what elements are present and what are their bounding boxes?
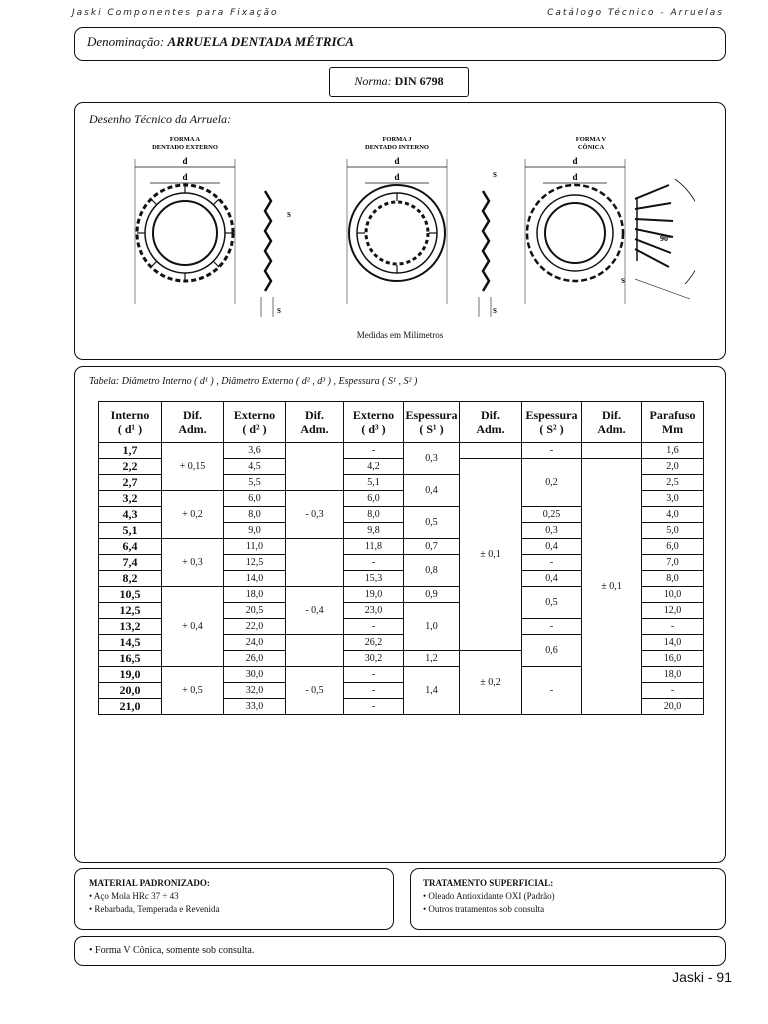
cell-dif2 — [286, 635, 344, 667]
d1-label-j: d — [394, 172, 400, 182]
d1-label-v: d — [572, 172, 578, 182]
cell-parafuso: 2,0 — [642, 459, 704, 475]
cell-externo3: - — [344, 683, 404, 699]
column-header-title: Dif. — [183, 408, 202, 422]
forma-a-label-1: FORMA A — [169, 136, 201, 143]
measure-note: Medidas em Milímetros — [356, 330, 444, 340]
s1-label-j: S — [493, 171, 497, 179]
cell-externo3: 30,2 — [344, 651, 404, 667]
cell-interno: 20,0 — [99, 683, 162, 699]
s2-label-v: S — [621, 277, 625, 285]
column-header-sub: ( d³ ) — [361, 422, 386, 436]
norm-label: Norma: — [354, 74, 392, 88]
s1-label-a2: S — [287, 211, 291, 219]
cell-externo2: 8,0 — [224, 507, 286, 523]
cell-interno: 7,4 — [99, 555, 162, 571]
cell-esp2: - — [522, 667, 582, 715]
cell-externo3: 15,3 — [344, 571, 404, 587]
cell-esp2: 0,5 — [522, 587, 582, 619]
cell-interno: 19,0 — [99, 667, 162, 683]
cell-externo3: 6,0 — [344, 491, 404, 507]
column-header-title: Dif. — [602, 408, 621, 422]
table-caption: Tabela: Diâmetro Interno ( d¹ ) , Diâmetro Externo ( d² , d³ ) , Espessura ( S¹ , S² ) — [89, 376, 418, 387]
norm-value: DIN 6798 — [394, 74, 444, 88]
forma-v-label-2: CÔNICA — [577, 144, 605, 151]
cell-interno: 10,5 — [99, 587, 162, 603]
denomination-box — [74, 27, 726, 61]
cell-esp2: 0,4 — [522, 539, 582, 555]
cell-interno: 2,7 — [99, 475, 162, 491]
cell-esp1: 0,8 — [404, 555, 460, 587]
cell-dif1: + 0,3 — [162, 539, 224, 587]
cell-externo2: 12,5 — [224, 555, 286, 571]
cell-externo2: 22,0 — [224, 619, 286, 635]
cell-parafuso: 4,0 — [642, 507, 704, 523]
cell-dif1: + 0,5 — [162, 667, 224, 715]
cell-externo2: 20,5 — [224, 603, 286, 619]
cell-parafuso: 8,0 — [642, 571, 704, 587]
cell-esp2: 0,4 — [522, 571, 582, 587]
cell-dif2: - 0,4 — [286, 587, 344, 635]
column-header — [582, 402, 642, 443]
d1-label-a: d — [182, 172, 188, 182]
dimension-table — [98, 401, 704, 715]
cell-esp1: 0,7 — [404, 539, 460, 555]
cell-dif1: + 0,4 — [162, 587, 224, 667]
cell-esp2: - — [522, 555, 582, 571]
cell-esp2: - — [522, 443, 582, 459]
cell-externo2: 9,0 — [224, 523, 286, 539]
forma-a-label-2: DENTADO EXTERNO — [152, 144, 218, 151]
column-header — [460, 402, 522, 443]
cell-externo3: 5,1 — [344, 475, 404, 491]
column-header — [224, 402, 286, 443]
cell-esp2: 0,6 — [522, 635, 582, 667]
column-header-title: Dif. — [305, 408, 324, 422]
page-footer: Jaski - 91 — [672, 969, 732, 985]
forma-j-label-2: DENTADO INTERNO — [365, 144, 429, 151]
column-header-sub: ( S¹ ) — [419, 422, 444, 436]
header-catalog: Catálogo Técnico - Arruelas — [547, 8, 724, 18]
cell-parafuso: 1,6 — [642, 443, 704, 459]
cell-esp1: 1,4 — [404, 667, 460, 715]
cell-externo3: 26,2 — [344, 635, 404, 651]
cell-parafuso: 14,0 — [642, 635, 704, 651]
table-box — [74, 366, 726, 863]
column-header-sub: ( d¹ ) — [117, 422, 143, 436]
column-header — [404, 402, 460, 443]
cell-parafuso: 7,0 — [642, 555, 704, 571]
cell-esp1: 1,2 — [404, 651, 460, 667]
cell-externo2: 14,0 — [224, 571, 286, 587]
column-header-title: Dif. — [481, 408, 500, 422]
angle-label: 90° — [660, 234, 672, 243]
column-header — [286, 402, 344, 443]
cell-parafuso: 6,0 — [642, 539, 704, 555]
column-header-sub: Adm. — [597, 422, 626, 436]
cell-parafuso: 3,0 — [642, 491, 704, 507]
treatment-item: • Oleado Antioxidante OXI (Padrão) — [423, 891, 555, 901]
note-text: • Forma V Cônica, somente sob consulta. — [89, 945, 255, 956]
treatment-title: TRATAMENTO SUPERFICIAL: — [423, 878, 554, 888]
cell-dif2 — [286, 443, 344, 491]
cell-esp1: 0,5 — [404, 507, 460, 539]
cell-parafuso: 2,5 — [642, 475, 704, 491]
forma-v-label-1: FORMA V — [575, 136, 607, 143]
cell-dif2: - 0,5 — [286, 667, 344, 715]
cell-esp1: 0,4 — [404, 475, 460, 507]
cell-dif2 — [286, 539, 344, 587]
cell-externo2: 26,0 — [224, 651, 286, 667]
material-item: • Rebarbada, Temperada e Revenida — [89, 904, 220, 914]
forma-j-label-1: FORMA J — [382, 136, 412, 143]
cell-externo2: 32,0 — [224, 683, 286, 699]
cell-dif1: + 0,15 — [162, 443, 224, 491]
column-header-sub: Adm. — [178, 422, 207, 436]
cell-esp2: - — [522, 619, 582, 635]
cell-esp2: 0,3 — [522, 523, 582, 539]
column-header — [642, 402, 704, 443]
cell-parafuso: - — [642, 683, 704, 699]
cell-externo3: - — [344, 555, 404, 571]
cell-externo3: - — [344, 443, 404, 459]
column-header-sub: Adm. — [300, 422, 329, 436]
cell-externo2: 4,5 — [224, 459, 286, 475]
d2-label-j: d — [394, 156, 400, 166]
column-header — [344, 402, 404, 443]
material-title: MATERIAL PADRONIZADO: — [89, 878, 210, 888]
cell-dif1: + 0,2 — [162, 491, 224, 539]
norm-box — [329, 67, 469, 97]
cell-externo2: 3,6 — [224, 443, 286, 459]
material-item: • Aço Mola HRc 37 ÷ 43 — [89, 891, 179, 901]
cell-externo2: 30,0 — [224, 667, 286, 683]
cell-externo3: - — [344, 667, 404, 683]
denomination-label: Denominação: — [87, 34, 165, 49]
cell-parafuso: 10,0 — [642, 587, 704, 603]
cell-externo2: 5,5 — [224, 475, 286, 491]
denomination-value: ARRUELA DENTADA MÉTRICA — [167, 34, 354, 49]
cell-externo3: - — [344, 619, 404, 635]
table-row — [99, 443, 704, 459]
cell-externo2: 11,0 — [224, 539, 286, 555]
cell-parafuso: 20,0 — [642, 699, 704, 715]
column-header — [99, 402, 162, 443]
cell-interno: 21,0 — [99, 699, 162, 715]
column-header-title: Espessura — [525, 408, 578, 422]
column-header-sub: ( d² ) — [242, 422, 267, 436]
column-header-title: Externo — [233, 408, 276, 422]
table-header-row — [99, 402, 704, 443]
treatment-item: • Outros tratamentos sob consulta — [423, 904, 545, 914]
cell-externo3: 4,2 — [344, 459, 404, 475]
s1-label-a: S — [277, 307, 281, 315]
header-company: Jaski Componentes para Fixação — [72, 8, 279, 18]
column-header-sub: ( S² ) — [539, 422, 564, 436]
column-header — [522, 402, 582, 443]
cell-esp1: 0,9 — [404, 587, 460, 603]
s1-label-j2: S — [493, 307, 497, 315]
cell-interno: 5,1 — [99, 523, 162, 539]
cell-dif4: ± 0,1 — [582, 459, 642, 715]
cell-esp1: 0,3 — [404, 443, 460, 475]
column-header-title: Parafuso — [649, 408, 696, 422]
column-header-title: Espessura — [405, 408, 458, 422]
cell-interno: 4,3 — [99, 507, 162, 523]
cell-interno: 14,5 — [99, 635, 162, 651]
cell-esp2: 0,25 — [522, 507, 582, 523]
cell-externo2: 33,0 — [224, 699, 286, 715]
cell-esp2: 0,2 — [522, 459, 582, 507]
cell-externo2: 18,0 — [224, 587, 286, 603]
cell-externo3: - — [344, 699, 404, 715]
d3-label-v: d — [572, 156, 578, 166]
column-header-sub: Adm. — [476, 422, 505, 436]
cell-parafuso: 16,0 — [642, 651, 704, 667]
cell-interno: 8,2 — [99, 571, 162, 587]
cell-externo2: 6,0 — [224, 491, 286, 507]
cell-interno: 2,2 — [99, 459, 162, 475]
cell-parafuso: 12,0 — [642, 603, 704, 619]
cell-dif4 — [582, 443, 642, 459]
cell-interno: 1,7 — [99, 443, 162, 459]
column-header-title: Externo — [352, 408, 395, 422]
technical-drawing-box — [74, 102, 726, 360]
washer-drawing — [115, 129, 695, 324]
cell-externo3: 11,8 — [344, 539, 404, 555]
cell-externo3: 8,0 — [344, 507, 404, 523]
cell-externo3: 23,0 — [344, 603, 404, 619]
cell-interno: 13,2 — [99, 619, 162, 635]
note-box — [74, 936, 726, 966]
cell-parafuso: - — [642, 619, 704, 635]
cell-parafuso: 5,0 — [642, 523, 704, 539]
cell-interno: 3,2 — [99, 491, 162, 507]
cell-esp1: 1,0 — [404, 603, 460, 651]
cell-interno: 6,4 — [99, 539, 162, 555]
cell-externo3: 19,0 — [344, 587, 404, 603]
column-header-title: Interno — [110, 408, 150, 422]
column-header-sub: Mm — [661, 422, 684, 436]
cell-dif3: ± 0,1 — [460, 459, 522, 651]
drawing-title: Desenho Técnico da Arruela: — [89, 112, 232, 126]
d2-label-a: d — [182, 156, 188, 166]
cell-interno: 12,5 — [99, 603, 162, 619]
cell-parafuso: 18,0 — [642, 667, 704, 683]
cell-interno: 16,5 — [99, 651, 162, 667]
cell-externo2: 24,0 — [224, 635, 286, 651]
cell-externo3: 9,8 — [344, 523, 404, 539]
column-header — [162, 402, 224, 443]
cell-dif3 — [460, 443, 522, 459]
cell-dif3: ± 0,2 — [460, 651, 522, 715]
treatment-box — [410, 868, 726, 930]
cell-dif2: - 0,3 — [286, 491, 344, 539]
material-box — [74, 868, 394, 930]
